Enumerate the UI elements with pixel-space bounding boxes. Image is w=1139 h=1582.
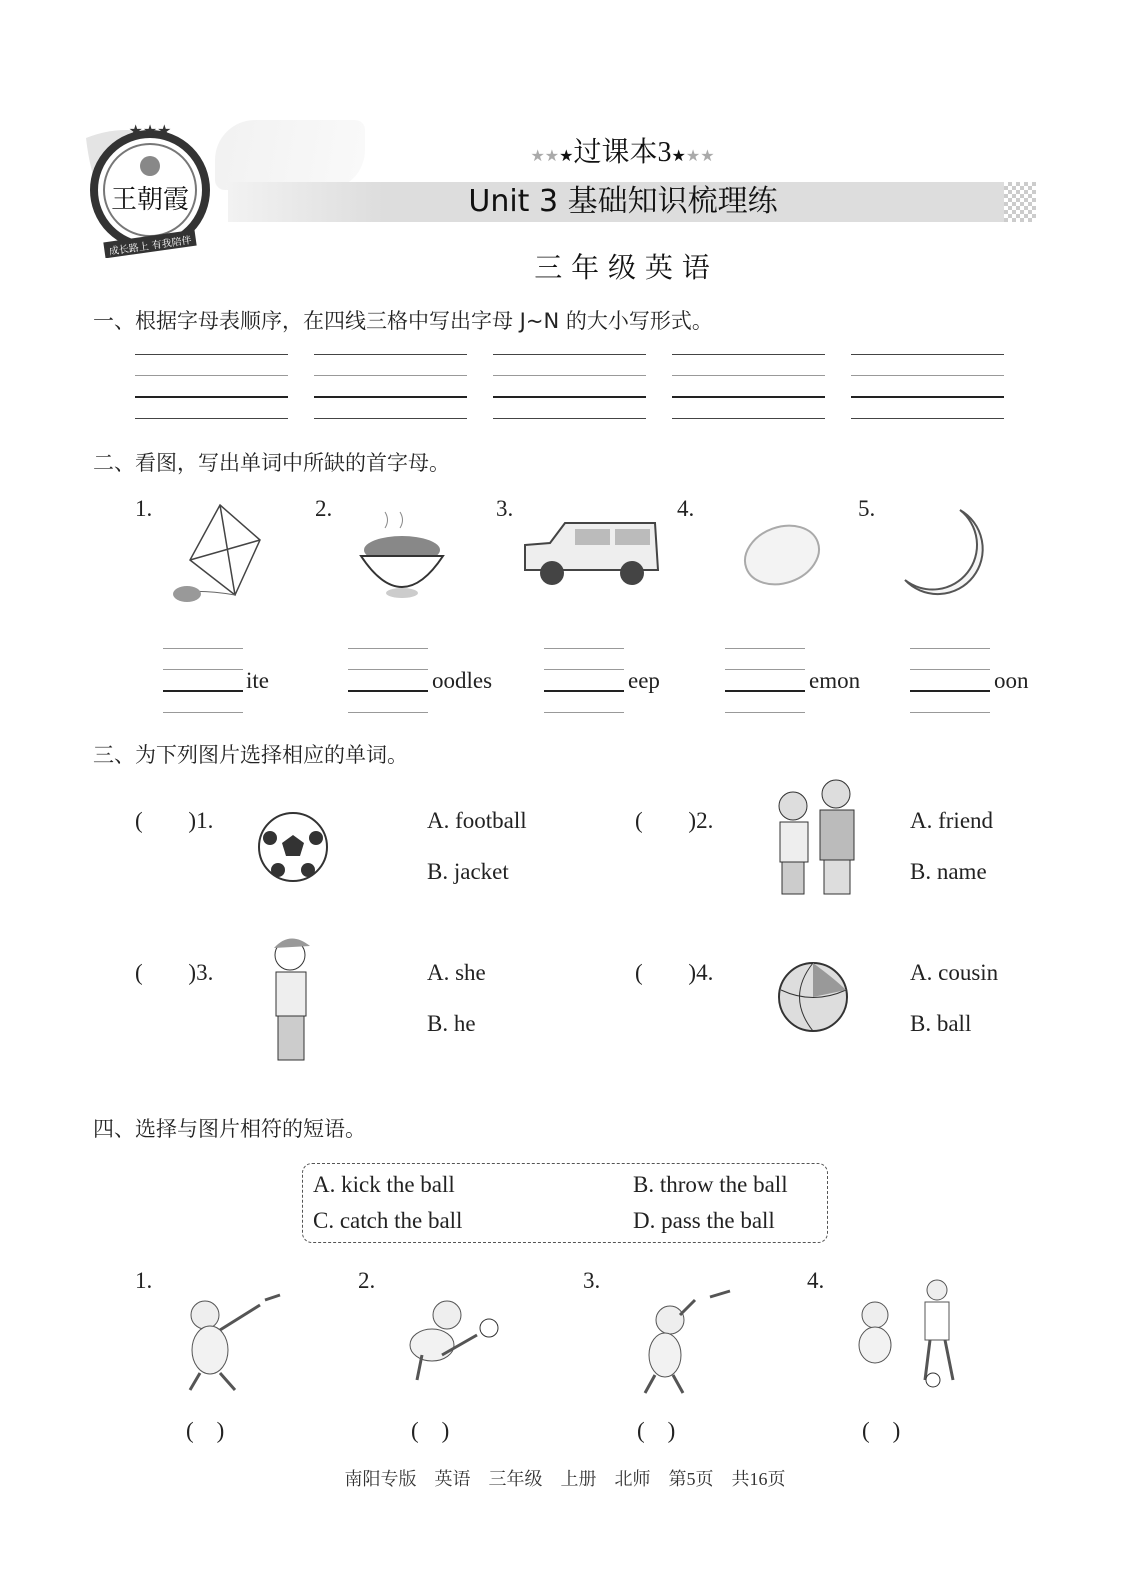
svg-text:成长路上 有我陪伴: 成长路上 有我陪伴	[108, 235, 193, 258]
item-number: 3.	[583, 1268, 601, 1293]
answer-paren[interactable]: ( )2.	[635, 808, 714, 833]
item-number: 1.	[135, 1268, 153, 1293]
item-number: 4.	[807, 1268, 825, 1293]
phrase-option: A. kick the ball	[313, 1172, 455, 1197]
series-label: ★★★过课本3★★★	[530, 137, 715, 168]
answer-paren[interactable]: ( )3.	[135, 960, 214, 985]
word-suffix: oodles	[432, 668, 493, 693]
svg-text:王朝霞: 王朝霞	[110, 185, 190, 215]
lemon-image	[740, 520, 825, 590]
word-suffix: ite	[246, 668, 269, 693]
answer-paren[interactable]: ( )	[411, 1418, 450, 1443]
option-b: B. name	[910, 859, 987, 884]
monkey-pass-image	[845, 1275, 970, 1390]
option-b: B. ball	[910, 1011, 972, 1036]
kite-image	[165, 500, 265, 610]
answer-paren[interactable]: ( )	[637, 1418, 676, 1443]
phrase-option: D. pass the ball	[633, 1208, 775, 1233]
option-a: A. cousin	[910, 960, 999, 985]
item-number: 2.	[358, 1268, 376, 1293]
football-image	[256, 810, 330, 884]
section1-heading: 一、根据字母表顺序，在四线三格中写出字母 J~N 的大小写形式。	[93, 309, 713, 333]
option-b: B. he	[427, 1011, 476, 1036]
item-number: 4.	[677, 496, 695, 521]
phrase-option: C. catch the ball	[313, 1208, 463, 1233]
page-footer: 南阳专版 英语 三年级 上册 北师 第5页 共16页	[344, 1469, 786, 1489]
jeep-image	[520, 515, 660, 590]
answer-paren[interactable]: ( )4.	[635, 960, 714, 985]
subject-title: 三 年 级 英 语	[534, 251, 710, 284]
answer-paren[interactable]: ( )	[862, 1418, 901, 1443]
word-suffix: emon	[809, 668, 861, 693]
item-number: 5.	[858, 496, 876, 521]
section2-heading: 二、看图，写出单词中所缺的首字母。	[93, 451, 450, 475]
word-suffix: oon	[994, 668, 1029, 693]
word-suffix: eep	[628, 668, 660, 693]
logo	[76, 118, 216, 258]
phrase-option: B. throw the ball	[633, 1172, 788, 1197]
answer-paren[interactable]: ( )	[186, 1418, 225, 1443]
section3-heading: 三、为下列图片选择相应的单词。	[93, 743, 408, 767]
boy-image	[262, 930, 322, 1065]
answer-paren[interactable]: ( )1.	[135, 808, 214, 833]
section4-heading: 四、选择与图片相符的短语。	[93, 1117, 366, 1141]
monkey-throw-image	[175, 1285, 285, 1395]
monkey-catch-image	[625, 1285, 735, 1395]
option-a: A. football	[427, 808, 527, 833]
option-a: A. friend	[910, 808, 994, 833]
item-number: 1.	[135, 496, 153, 521]
monkey-kick-image	[397, 1290, 507, 1385]
beach-ball-image	[776, 960, 850, 1034]
page-title: Unit 3 基础知识梳理练	[468, 184, 778, 219]
item-number: 3.	[496, 496, 514, 521]
option-b: B. jacket	[427, 859, 509, 884]
moon-image	[900, 505, 990, 600]
noodles-image	[355, 508, 450, 600]
item-number: 2.	[315, 496, 333, 521]
ribbon-decoration	[215, 120, 365, 190]
friends-image	[768, 776, 863, 898]
svg-text:★★★: ★★★	[128, 121, 172, 140]
option-a: A. she	[427, 960, 486, 985]
